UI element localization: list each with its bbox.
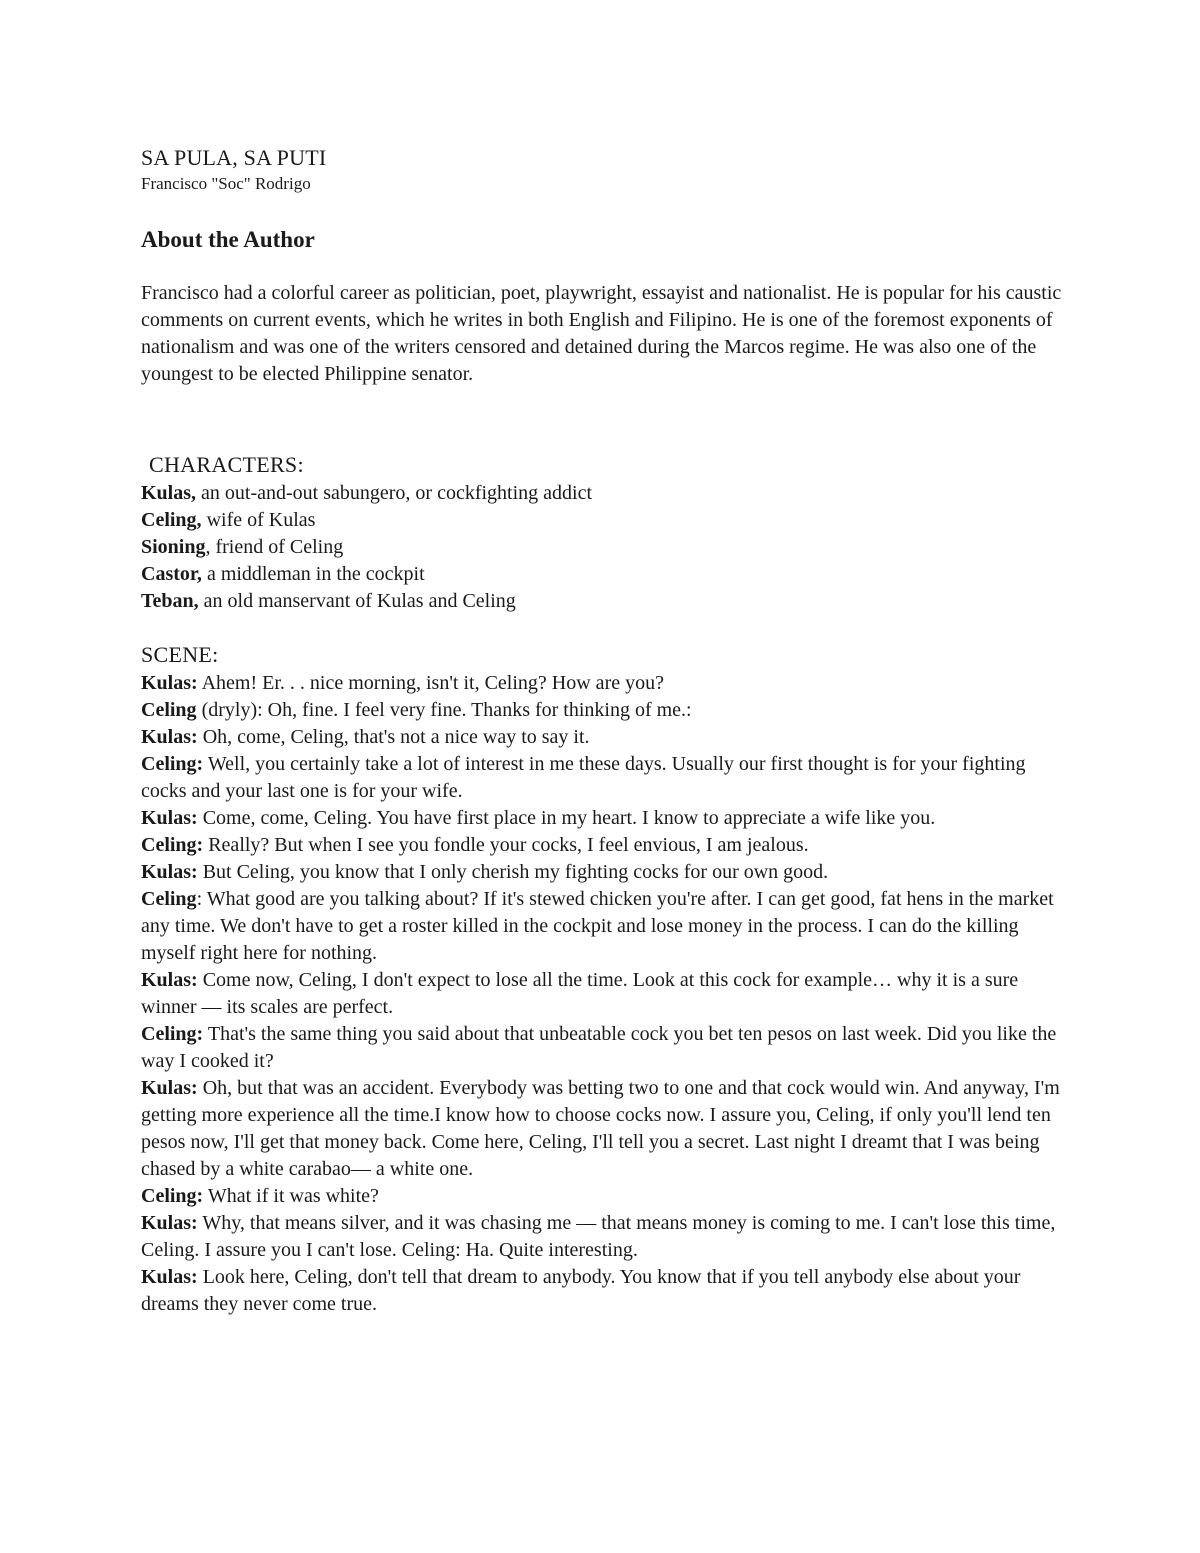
dialogue-line: [141, 1264, 1066, 1318]
about-author-paragraph: Francisco had a colorful career as politician, poet, playwright, essayist and nationalist. He is popular for his caustic comments on current events, which he writes in both English and Filipino. He is one of the foremost exponents of nationalism and was one of the writers censored and detained during the Marcos regime. He was also one of the youngest to be elected Philippine senator.: [141, 282, 1062, 385]
speaker-name: Kulas:: [141, 1266, 198, 1288]
speaker-name: Kulas:: [141, 807, 198, 829]
scene-heading: SCENE:: [141, 642, 219, 667]
line-text: That's the same thing you said about that unbeatable cock you bet ten pesos on last week. Did you like the way I cooked it?: [141, 1023, 1057, 1072]
about-author-heading: About the Author: [141, 227, 315, 252]
line-text: Oh, but that was an accident. Everybody was betting two to one and that cock would win. And anyway, I'm getting more experience all the time.I know how to choose cocks now. I assure you, Celing, if only you'll lend ten pesos now, I'll get that money back. Come here, Celing, I'll tell you a secret. Last night I dreamt that I was being chased by a white carabao— a white one.: [141, 1077, 1060, 1180]
dialogue-line: [141, 1021, 1066, 1075]
line-text: What if it was white?: [203, 1185, 379, 1207]
character-entry: [141, 507, 1066, 534]
dialogue-line: [141, 751, 1066, 805]
character-entry: [141, 534, 1066, 561]
dialogue-line: [141, 1210, 1066, 1264]
speaker-name: Kulas:: [141, 969, 198, 991]
speaker-name: Kulas:: [141, 861, 198, 883]
speaker-name: Kulas:: [141, 726, 198, 748]
character-entry: [141, 588, 1066, 615]
character-name: Sioning: [141, 536, 206, 558]
line-text: But Celing, you know that I only cherish my fighting cocks for our own good.: [197, 861, 829, 883]
line-text: (dryly): Oh, fine. I feel very fine. Thanks for thinking of me.:: [196, 699, 692, 721]
speaker-name: Kulas:: [141, 672, 198, 694]
speaker-name: Celing:: [141, 1023, 204, 1045]
line-text: Well, you certainly take a lot of interest in me these days. Usually our first thought is for your fighting cocks and your last one is for your wife.: [141, 753, 1026, 802]
line-text: Come now, Celing, I don't expect to lose all the time. Look at this cock for example… why it is a sure winner — its scales are perfect.: [141, 969, 1019, 1018]
character-description: an out-and-out sabungero, or cockfighting addict: [196, 482, 593, 504]
character-name: Kulas,: [141, 482, 197, 504]
dialogue-line: [141, 1075, 1066, 1183]
character-entry: [141, 480, 1066, 507]
character-description: an old manservant of Kulas and Celing: [198, 590, 516, 612]
line-text: Come, come, Celing. You have first place in my heart. I know to appreciate a wife like you.: [197, 807, 936, 829]
line-text: : What good are you talking about? If it's stewed chicken you're after. I can get good, fat hens in the market any time. We don't have to get a roster killed in the cockpit and lose money in the process. I can do the killing myself right here for nothing.: [141, 888, 1054, 964]
dialogue: [141, 670, 1066, 1318]
speaker-name: Celing:: [141, 834, 204, 856]
speaker-name: Kulas:: [141, 1077, 198, 1099]
character-name: Castor,: [141, 563, 202, 585]
character-name: Teban,: [141, 590, 199, 612]
speaker-name: Celing: [141, 888, 197, 910]
character-description: wife of Kulas: [201, 509, 316, 531]
document-title: SA PULA, SA PUTI: [141, 145, 327, 170]
speaker-name: Celing:: [141, 1185, 204, 1207]
document-page: [141, 143, 1066, 1318]
line-text: Oh, come, Celing, that's not a nice way to say it.: [197, 726, 590, 748]
character-description: , friend of Celing: [205, 536, 344, 558]
author-byline: Francisco "Soc" Rodrigo: [141, 174, 311, 193]
dialogue-line: [141, 670, 1066, 697]
dialogue-line: [141, 832, 1066, 859]
character-name: Celing,: [141, 509, 202, 531]
character-entry: [141, 561, 1066, 588]
dialogue-line: [141, 1183, 1066, 1210]
dialogue-line: [141, 805, 1066, 832]
speaker-name: Celing:: [141, 753, 204, 775]
line-text: Why, that means silver, and it was chasing me — that means money is coming to me. I can't lose this time, Celing. I assure you I can't lose. Celing: Ha. Quite interesting.: [141, 1212, 1056, 1261]
characters-list: [141, 480, 1066, 615]
characters-heading: CHARACTERS:: [149, 452, 304, 477]
line-text: Really? But when I see you fondle your cocks, I feel envious, I am jealous.: [203, 834, 809, 856]
character-description: a middleman in the cockpit: [201, 563, 425, 585]
dialogue-line: [141, 886, 1066, 967]
dialogue-line: [141, 859, 1066, 886]
line-text: Ahem! Er. . . nice morning, isn't it, Celing? How are you?: [197, 672, 664, 694]
line-text: Look here, Celing, don't tell that dream to anybody. You know that if you tell anybody else about your dreams they never come true.: [141, 1266, 1021, 1315]
dialogue-line: [141, 697, 1066, 724]
speaker-name: Kulas:: [141, 1212, 198, 1234]
speaker-name: Celing: [141, 699, 197, 721]
dialogue-line: [141, 967, 1066, 1021]
dialogue-line: [141, 724, 1066, 751]
